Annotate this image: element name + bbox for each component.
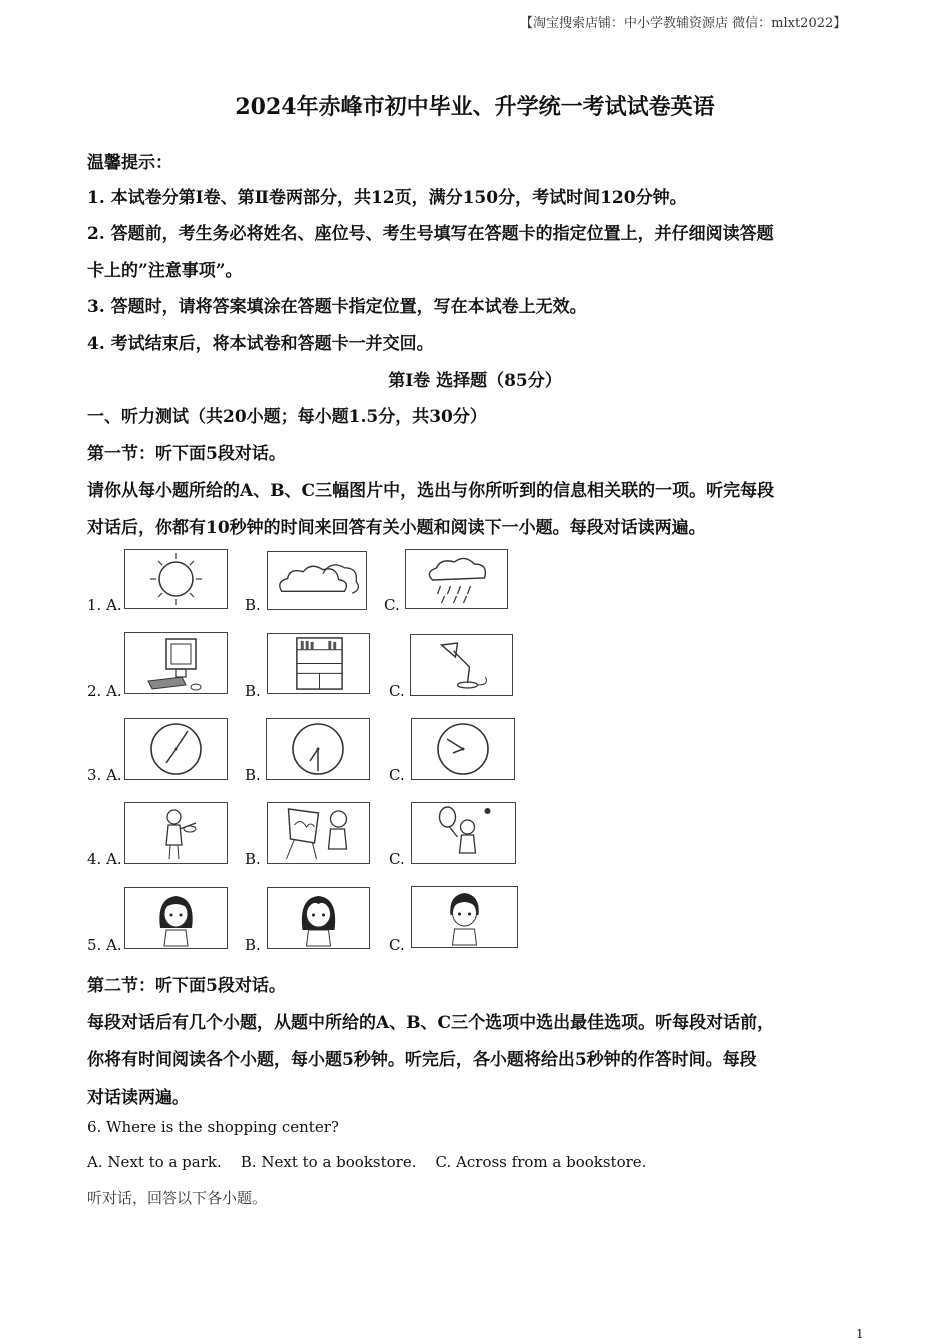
q4-label-b: B. — [245, 850, 261, 868]
q3-option-c[interactable] — [411, 718, 515, 780]
clock-icon — [267, 719, 369, 779]
q1-option-a[interactable] — [124, 549, 228, 609]
cloud-icon — [268, 552, 366, 609]
part1-instructions-b: 对话后，你都有10秒钟的时间来回答有关小题和阅读下一小题。每段对话读两遍。 — [87, 518, 706, 538]
q1-option-b[interactable] — [267, 551, 367, 610]
q2-label-b: B. — [245, 682, 261, 700]
tennis-girl-icon — [412, 803, 515, 863]
part1-heading: 第一节：听下面5段对话。 — [87, 444, 286, 464]
page-number: 1 — [856, 1327, 864, 1341]
q2-label-c: C. — [389, 682, 405, 700]
q5-label-b: B. — [245, 936, 261, 954]
clock-icon — [125, 719, 227, 779]
q4-label-a: 4. A. — [87, 850, 122, 868]
section1-heading: 一、听力测试（共20小题；每小题1.5分，共30分） — [87, 407, 487, 427]
q1-label-a: 1. A. — [87, 596, 122, 614]
short-hair-girl-icon — [412, 887, 517, 947]
violin-boy-icon — [125, 803, 227, 863]
page-title: 2024年赤峰市初中毕业、升学统一考试试卷英语 — [235, 94, 715, 120]
q1-label-b: B. — [245, 596, 261, 614]
q2-label-a: 2. A. — [87, 682, 122, 700]
part1-instructions-a: 请你从每小题所给的A、B、C三幅图片中，选出与你所听到的信息相关联的一项。听完每段 — [87, 481, 775, 501]
tip-3: 3. 答题时，请将答案填涂在答题卡指定位置，写在本试卷上无效。 — [87, 297, 587, 317]
q4-option-c[interactable] — [411, 802, 516, 864]
q2-option-a[interactable] — [124, 632, 228, 694]
header-note: 【淘宝搜索店铺：中小学教辅资源店 微信：mlxt2022】 — [520, 16, 847, 31]
q5-option-b[interactable] — [267, 887, 370, 949]
q6-question: 6. Where is the shopping center? — [87, 1118, 339, 1136]
q5-option-a[interactable] — [124, 887, 228, 949]
q4-label-c: C. — [389, 850, 405, 868]
q1-option-c[interactable] — [405, 549, 508, 609]
q5-label-a: 5. A. — [87, 936, 122, 954]
tip-2a: 2. 答题前，考生务必将姓名、座位号、考生号填写在答题卡的指定位置上，并仔细阅读答题 — [87, 224, 774, 244]
desk-lamp-icon — [411, 635, 512, 695]
part2-instructions-b: 你将有时间阅读各个小题，每小题5秒钟。听完后，各小题将给出5秒钟的作答时间。每段 — [87, 1050, 757, 1070]
tip-1: 1. 本试卷分第Ⅰ卷、第Ⅱ卷两部分，共12页，满分150分，考试时间120分钟。 — [87, 188, 687, 208]
long-hair-girl-icon — [268, 888, 369, 948]
q3-option-a[interactable] — [124, 718, 228, 780]
long-hair-girl-icon — [125, 888, 227, 948]
clock-icon — [412, 719, 514, 779]
q4-option-a[interactable] — [124, 802, 228, 864]
part2-instructions-a: 每段对话后有几个小题，从题中所给的A、B、C三个选项中选出最佳选项。听每段对话前， — [87, 1013, 775, 1033]
q3-label-b: B. — [245, 766, 261, 784]
q3-label-c: C. — [389, 766, 405, 784]
tip-4: 4. 考试结束后，将本试卷和答题卡一并交回。 — [87, 334, 434, 354]
bookcase-icon — [268, 634, 369, 693]
q5-label-c: C. — [389, 936, 405, 954]
q2-option-b[interactable] — [267, 633, 370, 694]
tip-2b: 卡上的”注意事项”。 — [87, 261, 243, 281]
part2-instructions-c: 对话读两遍。 — [87, 1088, 189, 1108]
rain-cloud-icon — [406, 550, 507, 608]
q2-option-c[interactable] — [410, 634, 513, 696]
sun-icon — [125, 550, 227, 608]
listen-note: 听对话，回答以下各小题。 — [87, 1189, 268, 1207]
tips-heading: 温馨提示： — [87, 153, 172, 173]
volume1-heading: 第Ⅰ卷 选择题（85分） — [388, 371, 562, 391]
q1-label-c: C. — [384, 596, 400, 614]
computer-icon — [125, 633, 227, 693]
q3-option-b[interactable] — [266, 718, 370, 780]
painting-boy-icon — [268, 803, 369, 863]
q5-option-c[interactable] — [411, 886, 518, 948]
q6-options: A. Next to a park. B. Next to a bookstore. C. Across from a bookstore. — [87, 1153, 647, 1171]
q3-label-a: 3. A. — [87, 766, 122, 784]
q4-option-b[interactable] — [267, 802, 370, 864]
part2-heading: 第二节：听下面5段对话。 — [87, 976, 286, 996]
